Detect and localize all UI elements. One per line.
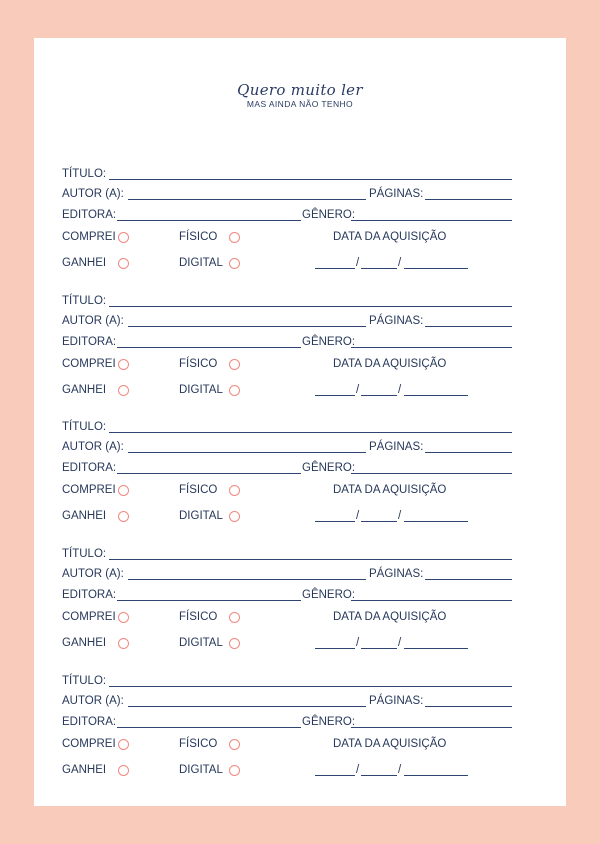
gift-radio[interactable] <box>118 511 129 522</box>
page-title: Quero muito ler <box>237 81 363 99</box>
date-separator: / <box>398 384 402 396</box>
title-row <box>62 547 512 561</box>
publisher-label: EDITORA: <box>62 589 117 601</box>
acquisition-row-1 <box>62 230 512 244</box>
date-year-field[interactable] <box>404 775 468 776</box>
publisher-field[interactable] <box>117 473 301 474</box>
author-row <box>62 694 512 708</box>
physical-label: FÍSICO <box>179 738 218 750</box>
publisher-label: EDITORA: <box>62 462 117 474</box>
publisher-field[interactable] <box>117 347 301 348</box>
pages-label: PÁGINAS: <box>369 695 424 707</box>
gift-label: GANHEI <box>62 257 107 269</box>
acquisition-row-2 <box>62 256 512 270</box>
physical-label: FÍSICO <box>179 231 218 243</box>
publisher-row <box>62 461 512 475</box>
date-separator: / <box>356 764 360 776</box>
author-field[interactable] <box>128 199 366 200</box>
date-month-field[interactable] <box>361 775 397 776</box>
bought-radio[interactable] <box>118 232 129 243</box>
title-field[interactable] <box>109 559 512 560</box>
genre-field[interactable] <box>351 473 512 474</box>
date-year-field[interactable] <box>404 268 468 269</box>
publisher-label: EDITORA: <box>62 716 117 728</box>
pages-label: PÁGINAS: <box>369 188 424 200</box>
genre-label: GÊNERO: <box>302 589 356 601</box>
author-row <box>62 440 512 454</box>
gift-radio[interactable] <box>118 258 129 269</box>
page-header <box>34 82 566 109</box>
author-row <box>62 567 512 581</box>
page-sheet <box>34 38 566 806</box>
date-year-field[interactable] <box>404 395 468 396</box>
date-separator: / <box>398 764 402 776</box>
pages-label: PÁGINAS: <box>369 441 424 453</box>
date-separator: / <box>356 637 360 649</box>
acquisition-date-label: DATA DA AQUISIÇÃO <box>333 358 447 370</box>
genre-field[interactable] <box>351 347 512 348</box>
gift-radio[interactable] <box>118 765 129 776</box>
acquisition-row-1 <box>62 357 512 371</box>
acquisition-date-label: DATA DA AQUISIÇÃO <box>333 484 447 496</box>
title-field[interactable] <box>109 686 512 687</box>
title-label: TÍTULO: <box>62 675 107 687</box>
title-label: TÍTULO: <box>62 168 107 180</box>
gift-radio[interactable] <box>118 385 129 396</box>
digital-radio[interactable] <box>229 385 240 396</box>
date-day-field[interactable] <box>315 521 355 522</box>
digital-radio[interactable] <box>229 258 240 269</box>
bought-radio[interactable] <box>118 612 129 623</box>
title-field[interactable] <box>109 179 512 180</box>
bought-label: COMPREI <box>62 231 116 243</box>
bought-radio[interactable] <box>118 485 129 496</box>
acquisition-row-2 <box>62 509 512 523</box>
pages-field[interactable] <box>425 579 512 580</box>
physical-radio[interactable] <box>229 485 240 496</box>
bought-radio[interactable] <box>118 359 129 370</box>
bought-label: COMPREI <box>62 484 116 496</box>
author-field[interactable] <box>128 579 366 580</box>
date-separator: / <box>356 510 360 522</box>
gift-label: GANHEI <box>62 637 107 649</box>
pages-field[interactable] <box>425 199 512 200</box>
date-month-field[interactable] <box>361 648 397 649</box>
gift-label: GANHEI <box>62 510 107 522</box>
digital-label: DIGITAL <box>179 384 223 396</box>
author-label: AUTOR (A): <box>62 568 124 580</box>
date-year-field[interactable] <box>404 521 468 522</box>
publisher-row <box>62 208 512 222</box>
publisher-field[interactable] <box>117 220 301 221</box>
date-day-field[interactable] <box>315 775 355 776</box>
pages-field[interactable] <box>425 452 512 453</box>
date-month-field[interactable] <box>361 395 397 396</box>
genre-label: GÊNERO: <box>302 462 356 474</box>
book-entry <box>62 547 512 657</box>
genre-label: GÊNERO: <box>302 336 356 348</box>
bought-label: COMPREI <box>62 611 116 623</box>
author-field[interactable] <box>128 326 366 327</box>
publisher-row <box>62 715 512 729</box>
author-row <box>62 187 512 201</box>
gift-radio[interactable] <box>118 638 129 649</box>
author-field[interactable] <box>128 452 366 453</box>
genre-field[interactable] <box>351 220 512 221</box>
acquisition-row-2 <box>62 383 512 397</box>
publisher-field[interactable] <box>117 600 301 601</box>
title-label: TÍTULO: <box>62 295 107 307</box>
acquisition-row-1 <box>62 483 512 497</box>
digital-radio[interactable] <box>229 765 240 776</box>
title-field[interactable] <box>109 432 512 433</box>
digital-radio[interactable] <box>229 511 240 522</box>
physical-radio[interactable] <box>229 612 240 623</box>
acquisition-date-label: DATA DA AQUISIÇÃO <box>333 611 447 623</box>
date-day-field[interactable] <box>315 395 355 396</box>
title-row <box>62 420 512 434</box>
date-day-field[interactable] <box>315 648 355 649</box>
genre-label: GÊNERO: <box>302 209 356 221</box>
title-row <box>62 167 512 181</box>
digital-label: DIGITAL <box>179 764 223 776</box>
acquisition-row-2 <box>62 636 512 650</box>
title-label: TÍTULO: <box>62 421 107 433</box>
author-field[interactable] <box>128 706 366 707</box>
acquisition-row-2 <box>62 763 512 777</box>
author-label: AUTOR (A): <box>62 188 124 200</box>
digital-label: DIGITAL <box>179 637 223 649</box>
pages-field[interactable] <box>425 326 512 327</box>
date-separator: / <box>398 510 402 522</box>
acquisition-row-1 <box>62 610 512 624</box>
date-year-field[interactable] <box>404 648 468 649</box>
pages-label: PÁGINAS: <box>369 568 424 580</box>
genre-field[interactable] <box>351 727 512 728</box>
publisher-row <box>62 588 512 602</box>
publisher-label: EDITORA: <box>62 336 117 348</box>
date-day-field[interactable] <box>315 268 355 269</box>
date-separator: / <box>356 257 360 269</box>
genre-field[interactable] <box>351 600 512 601</box>
title-row <box>62 674 512 688</box>
bought-radio[interactable] <box>118 739 129 750</box>
acquisition-row-1 <box>62 737 512 751</box>
title-label: TÍTULO: <box>62 548 107 560</box>
author-label: AUTOR (A): <box>62 441 124 453</box>
publisher-row <box>62 335 512 349</box>
pages-field[interactable] <box>425 706 512 707</box>
physical-label: FÍSICO <box>179 611 218 623</box>
physical-radio[interactable] <box>229 232 240 243</box>
date-separator: / <box>398 637 402 649</box>
digital-radio[interactable] <box>229 638 240 649</box>
publisher-field[interactable] <box>117 727 301 728</box>
author-label: AUTOR (A): <box>62 695 124 707</box>
title-field[interactable] <box>109 306 512 307</box>
author-row <box>62 314 512 328</box>
physical-radio[interactable] <box>229 359 240 370</box>
digital-label: DIGITAL <box>179 510 223 522</box>
pages-label: PÁGINAS: <box>369 315 424 327</box>
genre-label: GÊNERO: <box>302 716 356 728</box>
date-separator: / <box>356 384 360 396</box>
gift-label: GANHEI <box>62 384 107 396</box>
bought-label: COMPREI <box>62 738 116 750</box>
date-separator: / <box>398 257 402 269</box>
page-subtitle: MAS AINDA NÃO TENHO <box>246 99 354 109</box>
book-entry <box>62 674 512 784</box>
acquisition-date-label: DATA DA AQUISIÇÃO <box>333 231 447 243</box>
publisher-label: EDITORA: <box>62 209 117 221</box>
digital-label: DIGITAL <box>179 257 223 269</box>
gift-label: GANHEI <box>62 764 107 776</box>
bought-label: COMPREI <box>62 358 116 370</box>
book-entry <box>62 294 512 404</box>
physical-radio[interactable] <box>229 739 240 750</box>
physical-label: FÍSICO <box>179 484 218 496</box>
author-label: AUTOR (A): <box>62 315 124 327</box>
book-entry <box>62 167 512 277</box>
book-entry <box>62 420 512 530</box>
acquisition-date-label: DATA DA AQUISIÇÃO <box>333 738 447 750</box>
physical-label: FÍSICO <box>179 358 218 370</box>
date-month-field[interactable] <box>361 521 397 522</box>
title-row <box>62 294 512 308</box>
date-month-field[interactable] <box>361 268 397 269</box>
